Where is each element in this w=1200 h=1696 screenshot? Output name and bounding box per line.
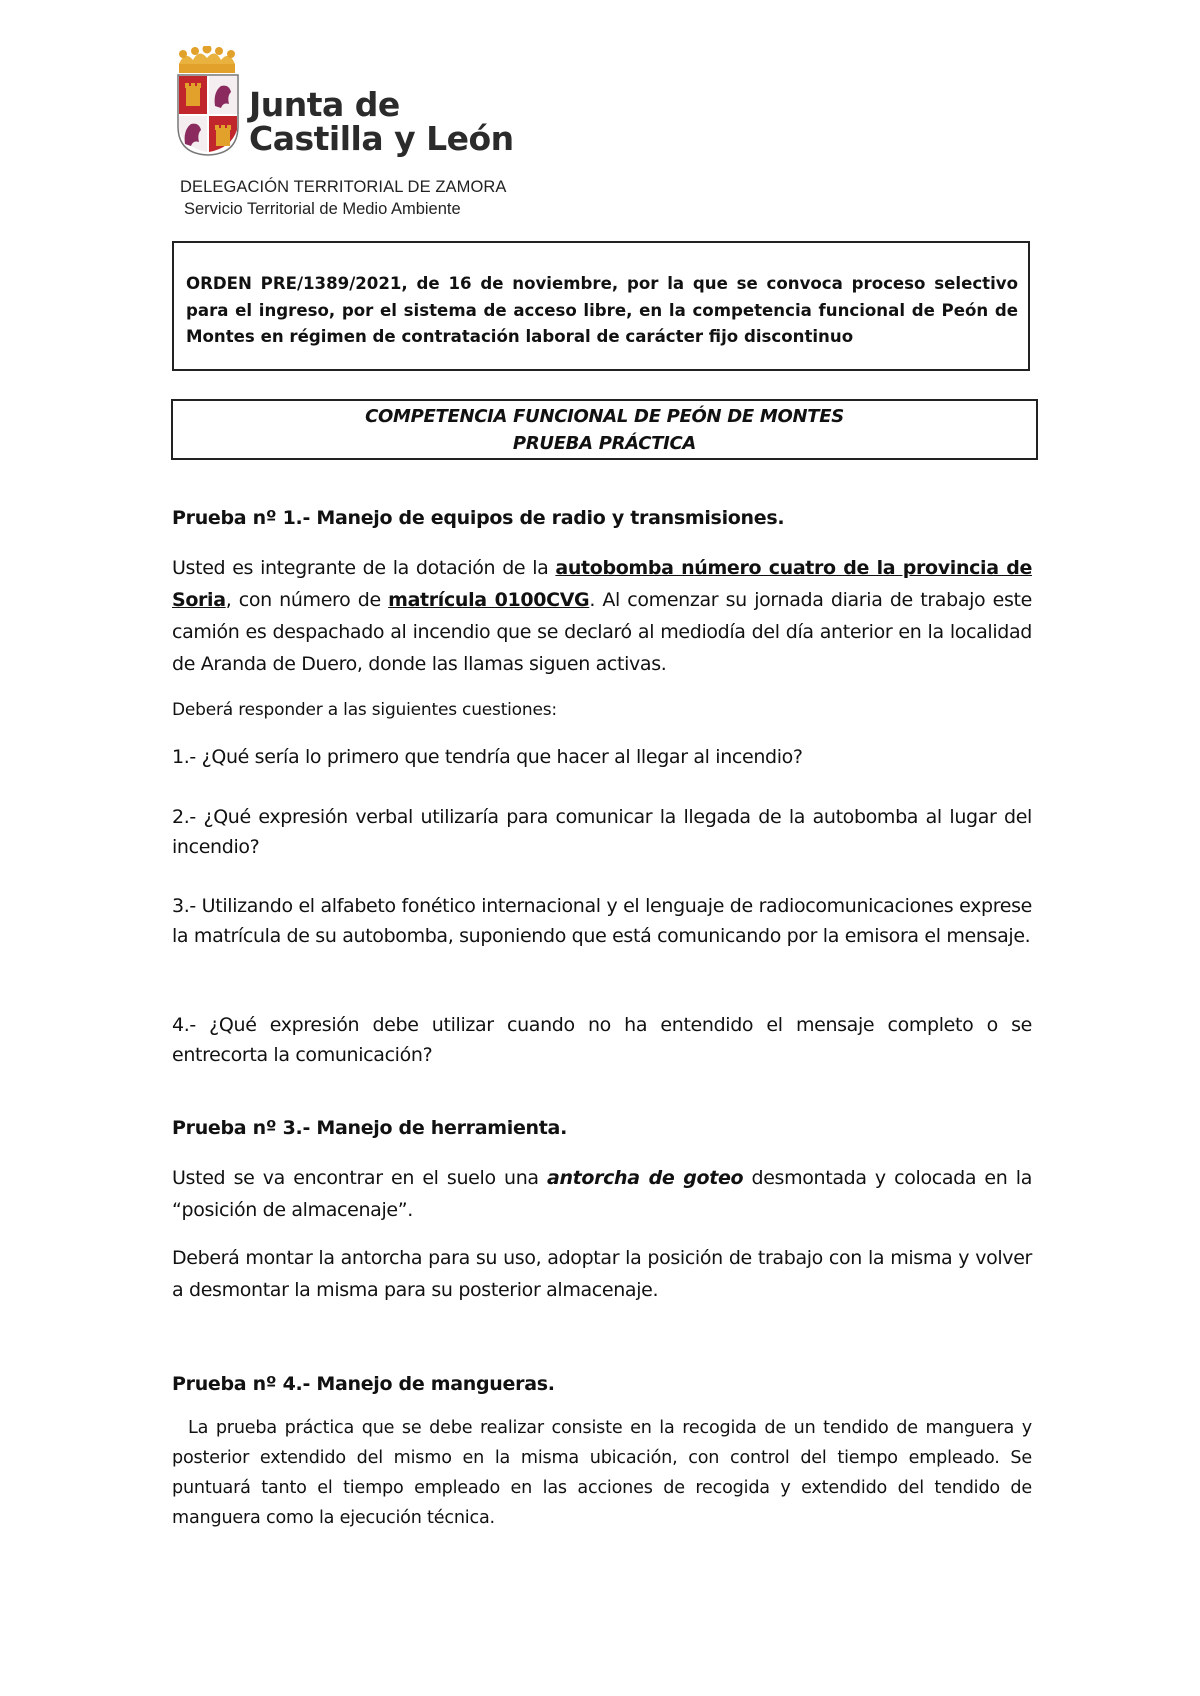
intro-text-a: Usted es integrante de la dotación de la xyxy=(172,557,556,579)
question-2 xyxy=(172,802,1032,862)
prueba-1-intro-paragraph xyxy=(172,552,1032,680)
crown-icon xyxy=(175,46,239,76)
service-name: Servicio Territorial de Medio Ambiente xyxy=(184,200,461,218)
prueba-1-heading: Prueba nº 1.- Manejo de equipos de radio y transmisiones. xyxy=(172,507,785,529)
question-4-text: 4.- ¿Qué expresión debe utilizar cuando no ha entendido el mensaje completo o se entrecorta la comunicación? xyxy=(172,1014,1032,1066)
question-2-text: 2.- ¿Qué expresión verbal utilizaría para comunicar la llegada de la autobomba al lugar del incendio? xyxy=(172,806,1032,858)
organization-block xyxy=(180,176,507,220)
prueba-3-p2: Deberá montar la antorcha para su uso, adoptar la posición de trabajo con la misma y volver a desmontar la misma para su posterior almacenaje. xyxy=(172,1247,1032,1301)
logo-wordmark xyxy=(249,85,514,158)
intro-underline-2: matrícula 0100CVG xyxy=(388,589,590,611)
p3-text-b: desmontada y colocada en la “posición de almacenaje”. xyxy=(172,1167,1032,1221)
logo-line-2: Castilla y León xyxy=(249,119,514,158)
question-1-text: 1.- ¿Qué sería lo primero que tendría que hacer al llegar al incendio? xyxy=(172,746,803,768)
question-3 xyxy=(172,891,1032,951)
prueba-3-paragraph-1 xyxy=(172,1162,1032,1226)
prueba-3-heading: Prueba nº 3.- Manejo de herramienta. xyxy=(172,1117,567,1139)
prueba-1-prompt xyxy=(172,697,1032,723)
title-line-2: PRUEBA PRÁCTICA xyxy=(512,433,697,454)
title-line-1: COMPETENCIA FUNCIONAL DE PEÓN DE MONTES xyxy=(365,406,844,427)
prueba-4-heading: Prueba nº 4.- Manejo de mangueras. xyxy=(172,1373,555,1395)
delegation-name: DELEGACIÓN TERRITORIAL DE ZAMORA xyxy=(180,178,507,196)
title-box xyxy=(171,399,1038,460)
prueba-4-paragraph xyxy=(172,1413,1032,1533)
prueba-1-intro xyxy=(172,552,1032,680)
junta-logo xyxy=(175,46,515,166)
question-1 xyxy=(172,742,1032,772)
question-3-text: 3.- Utilizando el alfabeto fonético internacional y el lenguaje de radiocomunicaciones exprese la matrícula de su autobomba, suponiendo que está comunicando por la emisora el mensaje. xyxy=(172,895,1032,947)
order-text: ORDEN PRE/1389/2021, de 16 de noviembre, por la que se convoca proceso selectivo para el ingreso, por el sistema de acceso libre, en la competencia funcional de Peón de Montes en régimen de contratación laboral de carácter fijo discontinuo xyxy=(186,274,1018,346)
order-box xyxy=(172,241,1030,371)
intro-text-b: , con número de xyxy=(225,589,389,611)
prueba-3-paragraph-2 xyxy=(172,1242,1032,1306)
prueba-4-p1: La prueba práctica que se debe realizar consiste en la recogida de un tendido de manguera y posterior extendido del mismo en la misma ubicación, con control del tiempo empleado. Se puntuará tanto el tiempo empleado en las acciones de recogida y extendido del tendido de manguera como la ejecución técnica. xyxy=(172,1418,1032,1528)
intro-text-c: . Al comenzar su jornada diaria de trabajo este camión es despachado al incendio que se declaró al mediodía del día anterior en la localidad de Aranda de Duero, donde las llamas siguen activas. xyxy=(172,589,1032,675)
logo-line-1: Junta de xyxy=(249,85,400,124)
intro-underline-1: autobomba número cuatro de la provincia de Soria xyxy=(172,557,1032,611)
question-4 xyxy=(172,1010,1032,1070)
prompt-text: Deberá responder a las siguientes cuestiones: xyxy=(172,700,557,720)
shield-icon xyxy=(177,74,239,156)
prueba-3-p1 xyxy=(172,1162,1032,1226)
p3-text-a: Usted se va encontrar en el suelo una xyxy=(172,1167,548,1189)
p3-emphasis: antorcha de goteo xyxy=(547,1167,744,1189)
